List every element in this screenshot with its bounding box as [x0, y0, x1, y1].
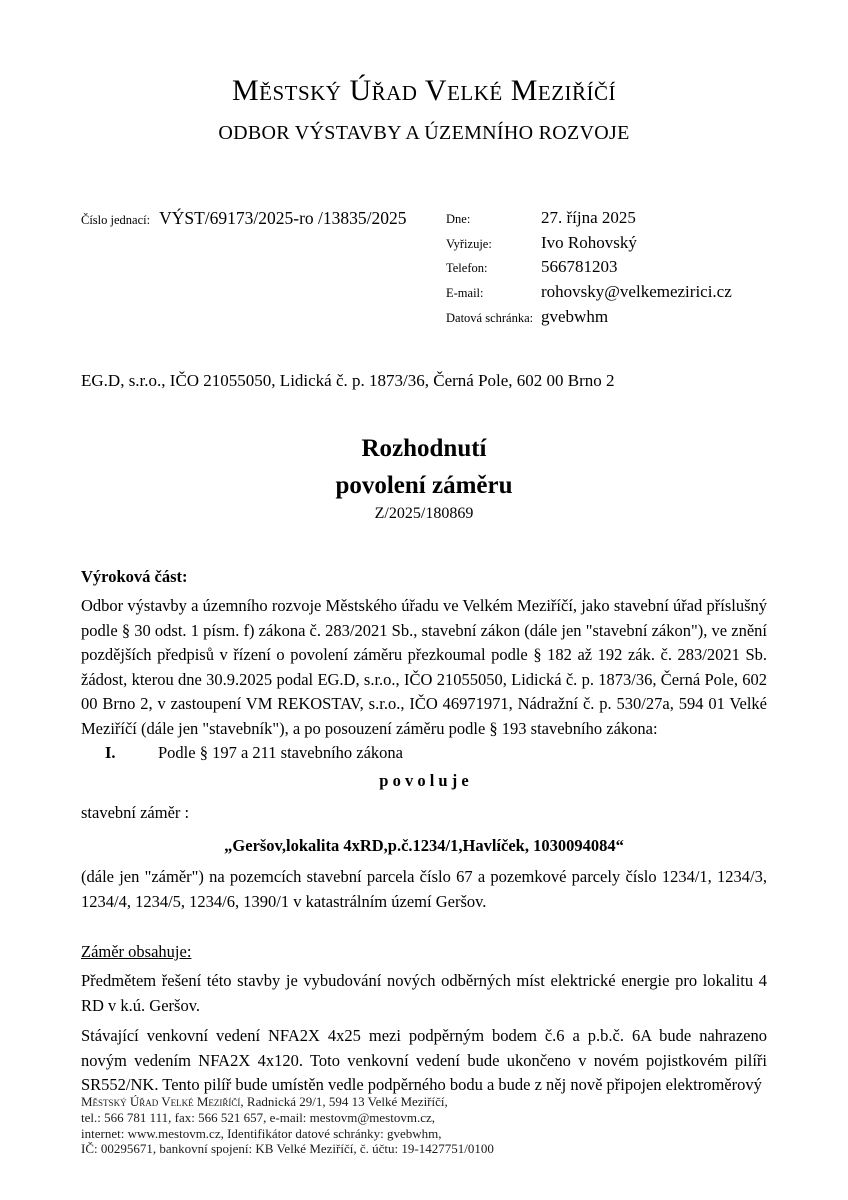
ref-number-value: VÝST/69173/2025-ro /13835/2025: [159, 208, 407, 228]
email-label: E-mail:: [446, 286, 484, 301]
phone-label: Telefon:: [446, 261, 488, 276]
meta-block: [81, 208, 767, 334]
verdict-item-text: Podle § 197 a 211 stavebního zákona: [158, 743, 404, 762]
office-name: Městský Úřad Velké Meziříčí: [231, 74, 617, 107]
footer-org-address: , Radnická 29/1, 594 13 Velké Meziříčí,: [240, 1094, 448, 1109]
databox-label: Datová schránka:: [446, 310, 534, 325]
date-value: 27. října 2025: [541, 208, 636, 227]
meta-row-databox: [446, 307, 732, 332]
intent-label: stavební záměr :: [81, 803, 190, 822]
addressee-line: EG.D, s.r.o., IČO 21055050, Lidická č. p. 1873/36, Černá Pole, 602 00 Brno 2: [81, 371, 615, 390]
meta-row-phone: [446, 257, 732, 282]
date-label: Dne:: [446, 212, 471, 226]
ref-number-label: Číslo jednací:: [81, 213, 151, 227]
email-value: rohovsky@velkemezirici.cz: [541, 282, 732, 302]
footer-org-name: Městský Úřad Velké Meziříčí: [81, 1094, 241, 1109]
footer-line-2: tel.: 566 781 111, fax: 566 521 657, e-mail: mestovm@mestovm.cz,: [81, 1109, 436, 1125]
permit-word: p o v o l u j e: [379, 771, 469, 790]
verdict-heading: Výroková část:: [81, 567, 188, 586]
verdict-paragraph-1: Odbor výstavby a územního rozvoje Městského úřadu ve Velkém Meziříčí, jako stavební úřad příslušný podle § 30 odst. 1 písm. f) zákona č. 283/2021 Sb., stavební zákon (dále jen "stavební zákon"), ve znění pozdějších předpisů v řízení o povolení záměru přezkoumal podle § 182 až 192 zák. č. 283/2021 Sb. žádost, kterou dne 30.9.2025 podal EG.D, s.r.o., IČO 21055050, Lidická č. p. 1873/36, Černá Pole, 602 00 Brno 2, v zastoupení VM REKOSTAV, s.r.o., IČO 46971971, Nádražní č. p. 530/27a, 594 01 Velké Meziříčí (dále jen "stavebník"), a po posouzení záměru podle § 193 stavebního zákona:: [81, 596, 767, 738]
document-title-line2: povolení záměru: [335, 472, 513, 499]
officer-value: Ivo Rohovský: [541, 232, 637, 252]
meta-row-email: [446, 282, 732, 307]
verdict-item-1: [81, 741, 767, 765]
officer-label: Vyřizuje:: [446, 236, 492, 251]
title-block: [81, 430, 767, 524]
scope-paragraph-1: Předmětem řešení této stavby je vybudování nových odběrných míst elektrické energie pro lokalitu 4 RD v k.ú. Geršov.: [81, 971, 767, 1015]
verdict-paragraph-2: (dále jen "záměr") na pozemcích stavební parcela číslo 67 a pozemkové parcely číslo 1234/1, 1234/3, 1234/4, 1234/5, 1234/6, 1390/1 v katastrálním území Geršov.: [81, 867, 767, 911]
scope-paragraph-2: Stávající venkovní vedení NFA2X 4x25 mezi podpěrným bodem č.6 a p.b.č. 6A bude nahrazeno novým vedením NFA2X 4x120. Toto venkovní vedení bude ukončeno v novém pojistkovém pilíři SR552/NK. Tento pilíř bude umístěn vedle podpěrného bodu a bude z něj nově připojen elektroměrový: [81, 1026, 767, 1094]
document-title-line1: Rozhodnutí: [361, 435, 487, 462]
databox-value: gvebwhm: [541, 306, 609, 326]
meta-row-date: [446, 208, 732, 233]
verdict-item-number: I.: [105, 743, 116, 762]
footer-line-1: [81, 1094, 767, 1110]
footer-line-3: internet: www.mestovm.cz, Identifikátor datové schránky: gvebwhm,: [81, 1125, 442, 1141]
meta-row-officer: [446, 233, 732, 258]
file-number: Z/2025/180869: [374, 505, 474, 522]
page-footer: [81, 1094, 767, 1157]
project-name: „Geršov,lokalita 4xRD,p.č.1234/1,Havlíček, 1030094084“: [224, 836, 624, 855]
scope-heading: Záměr obsahuje:: [81, 942, 192, 961]
footer-line-4: IČ: 00295671, bankovní spojení: KB Velké Meziříčí, č. účtu: 19-1427751/0100: [81, 1141, 494, 1157]
contact-block: [446, 208, 732, 331]
department-name: ODBOR VÝSTAVBY A ÚZEMNÍHO ROZVOJE: [218, 122, 630, 144]
phone-value: 566781203: [541, 257, 618, 277]
